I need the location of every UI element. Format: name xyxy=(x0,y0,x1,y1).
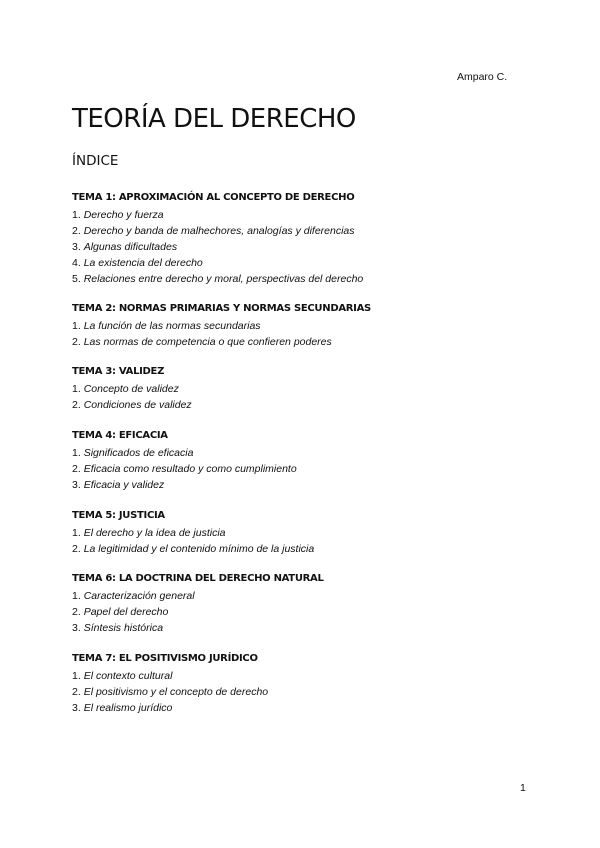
list-item: 2. El positivismo y el concepto de derecho xyxy=(72,686,269,698)
list-item: 2. Las normas de competencia o que confieren poderes xyxy=(72,336,332,348)
list-item: 2. Eficacia como resultado y como cumplimiento xyxy=(72,463,297,475)
list-item: 3. El realismo jurídico xyxy=(72,702,173,714)
page-number: 1 xyxy=(520,782,526,794)
tema-section-4 xyxy=(72,429,542,493)
tema-title: TEMA 6: LA DOCTRINA DEL DERECHO NATURAL xyxy=(72,573,324,584)
tema-title: TEMA 5: JUSTICIA xyxy=(72,510,165,521)
list-item: 5. Relaciones entre derecho y moral, perspectivas del derecho xyxy=(72,273,364,285)
list-item: 1. Derecho y fuerza xyxy=(72,209,164,221)
tema-title: TEMA 7: EL POSITIVISMO JURÍDICO xyxy=(72,653,258,664)
list-item: 1. La función de las normas secundarias xyxy=(72,320,261,332)
list-item: 3. Síntesis histórica xyxy=(72,622,164,634)
tema-section-5 xyxy=(72,509,542,557)
tema-section-3 xyxy=(72,365,542,413)
tema-section-1 xyxy=(72,191,542,287)
tema-title: TEMA 1: APROXIMACIÓN AL CONCEPTO DE DERECHO xyxy=(72,192,355,203)
document-title: TEORÍA DEL DERECHO xyxy=(72,104,356,134)
tema-title: TEMA 4: EFICACIA xyxy=(72,430,168,441)
tema-section-2 xyxy=(72,302,542,350)
tema-title: TEMA 3: VALIDEZ xyxy=(72,366,165,377)
list-item: 4. La existencia del derecho xyxy=(72,257,203,269)
tema-title: TEMA 2: NORMAS PRIMARIAS Y NORMAS SECUNDARIAS xyxy=(72,303,371,314)
author-name: Amparo C. xyxy=(457,71,508,83)
tema-section-6 xyxy=(72,572,542,636)
list-item: 2. Derecho y banda de malhechores, analogías y diferencias xyxy=(72,225,355,237)
list-item: 2. Condiciones de validez xyxy=(72,399,192,411)
list-item: 3. Algunas dificultades xyxy=(72,241,178,253)
list-item: 2. Papel del derecho xyxy=(72,606,169,618)
list-item: 1. El contexto cultural xyxy=(72,670,173,682)
list-item: 1. Significados de eficacia xyxy=(72,447,194,459)
tema-section-7 xyxy=(72,652,542,716)
index-heading: ÍNDICE xyxy=(72,153,119,169)
list-item: 1. Concepto de validez xyxy=(72,383,179,395)
list-item: 3. Eficacia y validez xyxy=(72,479,165,491)
list-item: 1. Caracterización general xyxy=(72,590,195,602)
list-item: 1. El derecho y la idea de justicia xyxy=(72,527,226,539)
list-item: 2. La legitimidad y el contenido mínimo de la justicia xyxy=(72,543,315,555)
